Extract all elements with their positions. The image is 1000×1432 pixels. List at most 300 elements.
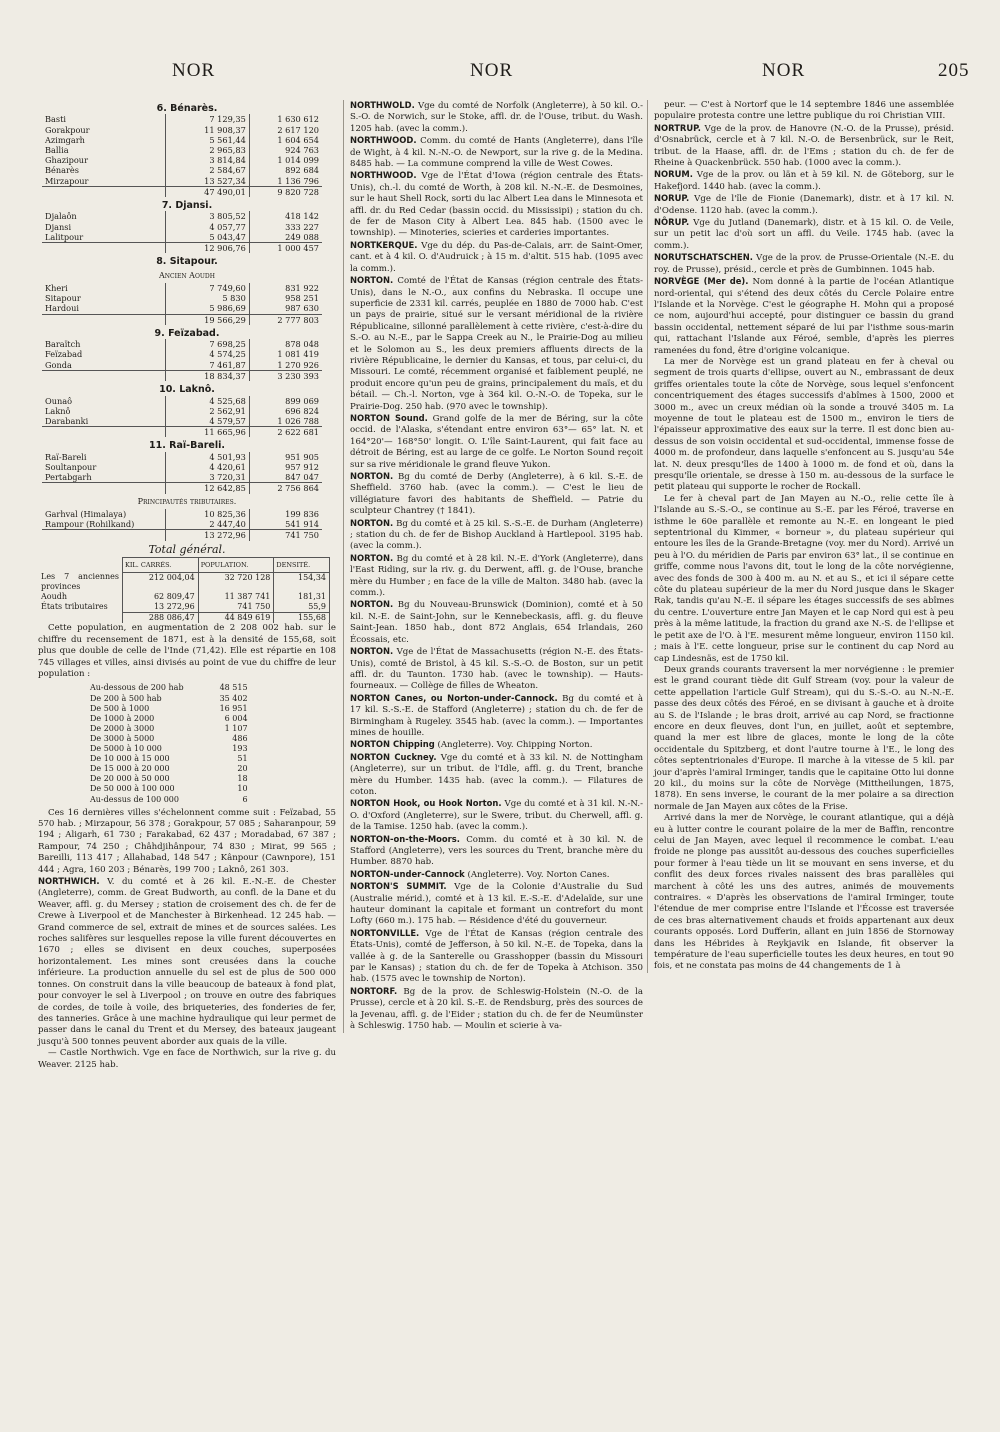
entry-text: Vge du comté et à 31 kil. N.-N.-O. d'Oxford (Angleterre), sur le Swere, tribut. du Cherwell, affl. g. de la Tamise. 1250 hab. (avec la comm.). — [350, 799, 643, 833]
entry-headword: NORTON. — [350, 275, 394, 286]
section-title-text: 7. Djansi. — [161, 200, 213, 212]
entry-text: Vge de l'île de Fionie (Danemark), distr. et à 17 kil. N. d'Odense. 1120 hab. (avec la comm.). — [654, 194, 954, 216]
entry-text: Vge du comté et à 33 kil. N. de Nottingham (Angleterre), sur un tribut. de l'Idle, affl. g. du Trent, branche mère du Humber. 1435 hab. (avec la comm.). — Filatures de coton. — [350, 752, 643, 797]
dictionary-entry — [350, 135, 643, 170]
total-label — [42, 427, 166, 438]
population-cell: 957 912 — [249, 462, 322, 472]
section-title-text: 11. Raï-Bareli. — [149, 440, 225, 452]
entry-text: Arrivé dans la mer de Norvège, le courant atlantique, qui a déjà eu à lutter contre le courant polaire de la mer de Baffin, rencontre celui de Jan Mayen, avec lequel il recommence le combat. L'eau froide ne plonge pas aussitôt au-dessous des couches superficielles pour former à l'eau tiède un lit se mouvant en sens inverse, et du conflit des deux forces rivales naissent des bras parallèles qui marchent à côté les uns des autres, animés de mouvements contraires. « D'après les observations de l'amiral Irminger, toute l'étendue de mer comprise entre l'Islande et l'Écosse est traversée de ces bras alternativement chauds et froids appartenant aux deux courants opposés. Lord Dufferin, allant en juin 1856 de Stornoway dans les Hébrides à Reykjavik en Islande, fit observer la température de l'eau superficielle toutes les deux heures, en tout 90 fois, et ne constata pas moins de 44 changements de 1 à — [654, 813, 954, 972]
table-row — [42, 125, 322, 135]
section-subtitle: Ancien Aoudh — [159, 270, 215, 280]
row-label: Aoudh — [41, 592, 68, 602]
area-cell: 2 965,83 — [166, 145, 250, 155]
population-cell: 878 048 — [249, 339, 322, 349]
range-label: Au-dessous de 200 hab — [90, 683, 184, 693]
total-area: 18 834,37 — [166, 370, 250, 381]
area-cell: 5 986,69 — [166, 303, 250, 314]
table-row — [42, 283, 322, 293]
table-row — [42, 406, 322, 416]
dictionary-entry — [654, 252, 954, 276]
district-table — [42, 509, 322, 541]
running-head-left: NOR — [172, 60, 216, 81]
total-general-table — [38, 557, 330, 624]
range-label: De 3000 à 5000 — [90, 733, 155, 743]
dictionary-entry — [350, 739, 643, 751]
column-header: DENSITÉ. — [274, 557, 330, 572]
total-row — [42, 186, 322, 197]
entry-text: Vge de la Colonie d'Australie du Sud (Australie mérid.), comté et à 13 kil. E.-S.-E. d'Adelaïde, sur une hauteur dominant la capitale et formant un contrefort du mont Lofty (660 m.). 175 hab. — Résidence d'été du gouverneur. — [350, 882, 643, 927]
total-label — [42, 314, 166, 325]
table-row — [42, 452, 322, 462]
population-cell: 1 026 788 — [249, 416, 322, 427]
total-population: 2 756 864 — [249, 483, 322, 494]
table-row — [42, 145, 322, 155]
dictionary-entry — [350, 986, 643, 1033]
dictionary-entry — [350, 275, 643, 413]
district-name: Lalitpour — [45, 231, 84, 242]
dictionary-entry — [350, 553, 643, 600]
table-row — [42, 135, 322, 145]
section-title — [38, 440, 336, 451]
entry-text: Vge de l'État d'Iowa (région centrale des États-Unis), ch.-l. du comté de Worth, à 208 kil. N.-N.-E. de Desmoines, sur le haut Shell Rock, sorti du lac Albert Lea dans le Minnesota et affl. dr. du Red Cedar (bassin occid. du Mississipi) ; station du ch. de fer de Mason City à Albert Lea. 845 hab. (1500 avec le township). — Minoteries, scieries et carderies importantes. — [350, 171, 644, 239]
dictionary-entry — [654, 665, 954, 813]
section-title — [38, 328, 336, 339]
dictionary-entry — [350, 170, 643, 239]
entry-text: Vge du comté de Norfolk (Angleterre), à 50 kil. O.-S.-O. de Norwich, sur le Stoke, affl. dr. de l'Ouse, tribut. du Wash. 1205 hab. (avec la comm.). — [350, 101, 643, 134]
area-cell: 5 043,47 — [166, 232, 250, 243]
entry-text: Grand golfe de la mer de Béring, sur la côte occid. de l'Alaska, s'étendant entre environ 63°— 65° lat. N. et 164°20'— 168°50' longit. O. L'île Saint-Laurent, qui fait face au détroit de Béring, est au large de ce golfe. Le Norton Sound reçoit sur sa rive méridionale le grand fleuve Yukon. — [350, 413, 643, 470]
district-name: Ghazipour — [45, 155, 88, 166]
entry-headword: NORTHWICH. — [38, 876, 100, 887]
entry-text: Bg de la prov. de Schleswig-Holstein (N.-O. de la Prusse), cercle et à 20 kil. S.-E. de Rendsburg, près des sources de la Jevenau, affl. g. de l'Eider ; station du ch. de fer de Neumünster à Schleswig. 1750 hab. — Moulin et scierie à va- — [350, 986, 643, 1032]
district-name: Pertabgarh — [45, 472, 92, 483]
dictionary-entry — [350, 928, 643, 986]
total-value: 288 086,47 — [123, 613, 199, 624]
total-label — [42, 186, 166, 197]
value-cell: 741 750 — [198, 602, 274, 613]
range-label: De 20 000 à 50 000 — [90, 774, 170, 784]
entry-headword: NORTON'S SUMMIT. — [350, 881, 447, 892]
total-value: 44 849 619 — [198, 613, 274, 624]
entry-headword: NORTON. — [350, 552, 394, 563]
running-head-right: NOR — [762, 60, 806, 81]
area-cell: 2 584,67 — [166, 165, 250, 175]
range-label: De 2000 à 3000 — [90, 723, 155, 733]
area-cell: 3 720,31 — [166, 472, 250, 483]
table-row — [88, 724, 250, 734]
count-cell: 6 — [242, 794, 248, 804]
table-row — [42, 155, 322, 165]
entry-text: Comm. du comté de Hants (Angleterre), dans l'île de Wight, à 4 kil. N.-N.-O. de Newport, sur la rive g. de la Medina. 8485 hab. — La commune comprend la ville de West Cowes. — [350, 136, 643, 170]
total-population: 741 750 — [249, 530, 322, 541]
entry-headword: NORUTSCHATSCHEN. — [654, 252, 753, 263]
entry-headword: NÔRUP. — [654, 217, 690, 228]
entry-text: Deux grands courants traversent la mer norvégienne : le premier est le grand courant tiède dit Gulf Stream (voy. pour la valeur de cette appellation l'article Gulf Stream), qui du S.-S.-O. au N.-N.-E. passe des deux côtés des Féroé, en se divisant à gauche et à droite au S. de l'Islande ; le bras droit, arrivé au cap Nord, se fractionne encore en deux fleuves, dont l'un, en juillet, août et septembre, quand la mer est libre de glaces, monte le long de la côte occidentale du Spitzberg, et dont l'autre tourne à l'E., le long des côtes septentrionales d'Europe. Il marche à la vitesse de 5 kil. par jour d'après l'amiral Irminger, tandis que le capitaine Otto lui donne 20 kil., du moins sur la côte de Norvège (Mittheilungen, 1875, 1878). En sens inverse, le courant de la mer polaire a sa direction normale de Jan Mayen aux côtes de la Frise. — [654, 664, 954, 812]
area-cell: 4 057,77 — [166, 222, 250, 232]
table-row — [88, 694, 250, 704]
population-cell: 333 227 — [249, 222, 322, 232]
table-row — [88, 683, 250, 693]
dictionary-entry — [350, 471, 643, 518]
value-cell: 11 387 741 — [198, 592, 274, 602]
area-cell: 5 830 — [166, 293, 250, 303]
section-title-text: 9. Feïzabad. — [154, 327, 220, 339]
table-row — [42, 222, 322, 232]
area-cell: 4 420,61 — [166, 462, 250, 472]
paragraph: Ces 16 dernières villes s'échelonnent comme suit : Feïzabad, 55 570 hab. ; Mirzapour, 56 378 ; Gorakpour, 57 085 ; Saharanpour, 59 194 ; Aligarh, 61 730 ; Farakabad, 62 437 ; Moradabad, 67 387 ; Rampour, 74 250 ; Châhdjihânpour, 74 830 ; Mirat, 99 565 ; Bareilli, 113 417 ; Allahabad, 148 547 ; Kânpour (Cawnpore), 151 444 ; Agra, 160 203 ; Bénarès, 199 700 ; Laknô, 261 303. — [38, 807, 336, 875]
value-cell: 181,31 — [274, 592, 330, 602]
total-population: 3 230 393 — [249, 370, 322, 381]
population-cell: 1 136 796 — [249, 176, 322, 187]
count-cell: 193 — [232, 744, 248, 754]
entry-headword: NORTON Cuckney. — [350, 751, 437, 762]
count-cell: 16 951 — [219, 703, 248, 713]
entry-headword: NORUM. — [654, 169, 693, 180]
entry-text: Vge du dép. du Pas-de-Calais, arr. de Saint-Omer, cant. et à 4 kil. O. d'Audruick ; à 15 m. d'altit. 515 hab. (1095 avec la comm.). — [350, 240, 643, 274]
section-title — [38, 103, 336, 114]
table-row — [42, 339, 322, 349]
count-cell: 48 515 — [219, 683, 248, 693]
section-title — [38, 200, 336, 211]
total-row — [42, 427, 322, 438]
table-row — [42, 360, 322, 371]
district-table — [42, 339, 322, 381]
table-row — [42, 472, 322, 483]
population-cell: 1 081 419 — [249, 349, 322, 359]
area-cell: 2 562,91 — [166, 406, 250, 416]
entry-headword: NORTON Chipping — [350, 739, 435, 750]
total-label — [42, 370, 166, 381]
entry-text: Vge de la prov. de Hanovre (N.-O. de la Prusse), présid. d'Osnabrück, cercle et à 7 kil. N.-O. de Bersenbrück, sur le Reit, tribut. de la Haase, affl. dr. de l'Ems ; station du ch. de fer de Rheine à Quackenbrück. 550 hab. (1000 avec la comm.). — [654, 123, 954, 169]
dictionary-entry — [350, 240, 643, 275]
value-cell: 154,34 — [274, 572, 330, 592]
total-population: 2 622 681 — [249, 427, 322, 438]
page-number: 205 — [938, 60, 970, 81]
row-label: Les 7 anciennes provinces — [41, 572, 119, 592]
total-population: 2 777 803 — [249, 314, 322, 325]
population-cell: 951 905 — [249, 452, 322, 462]
area-cell: 10 825,36 — [166, 509, 250, 519]
total-row — [42, 530, 322, 541]
range-label: De 1000 à 2000 — [90, 713, 155, 723]
table-row — [42, 211, 322, 221]
running-head-center: NOR — [470, 60, 514, 81]
total-row — [38, 613, 330, 624]
table-row — [42, 114, 322, 124]
area-cell: 3 814,84 — [166, 155, 250, 165]
total-row — [42, 243, 322, 254]
population-cell: 2 617 120 — [249, 125, 322, 135]
population-cell: 899 069 — [249, 396, 322, 406]
population-distribution-table — [88, 683, 250, 804]
count-cell: 51 — [237, 754, 248, 764]
district-table — [42, 211, 322, 253]
district-name: Djansi — [45, 221, 72, 232]
range-label: De 200 à 500 hab — [90, 693, 162, 703]
section-title — [38, 384, 336, 395]
total-area: 12 906,76 — [166, 243, 250, 254]
dictionary-entry — [350, 834, 643, 869]
entry-text: Bg du Nouveau-Brunswick (Dominion), comté et à 50 kil. N.-E. de Saint-John, sur le Kennebeckasis, affl. g. du fleuve Saint-Jean. 1850 hab., dont 872 Anglais, 654 Irlandais, 260 Écossais, etc. — [350, 600, 643, 645]
entry-text: (Angleterre). Voy. Norton Canes. — [467, 869, 610, 880]
section-title-text: 10. Laknô. — [159, 384, 215, 396]
dictionary-entry — [350, 646, 643, 693]
table-row — [88, 764, 250, 774]
column-left — [38, 100, 336, 1071]
range-label: De 5000 à 10 000 — [90, 744, 162, 754]
population-cell: 418 142 — [249, 211, 322, 221]
total-area: 13 272,96 — [166, 530, 250, 541]
total-area: 47 490,01 — [166, 186, 250, 197]
total-row — [42, 483, 322, 494]
population-cell: 847 047 — [249, 472, 322, 483]
entry-text: V. du comté et à 26 kil. E.-N.-E. de Chester (Angleterre), comm. de Great Budworth, au confl. de la Dane et du Weaver, affl. g. du Mersey ; station de croisement des ch. de fer de Crewe à Liverpool et de Manchester à Birkenhead. 12 245 hab. — Grand commerce de sel, extrait de mines et de sources salées. Les roches salifères sur lesquelles repose la ville furent découvertes en 1670 ; elles se divisent en deux couches, superposées horizontalement. Les mines sont creusées dans la couche inférieure. La production annuelle du sel est de plus de 500 000 tonnes. On construit dans la ville beaucoup de bateaux à fond plat, pour convoyer le sel à Liverpool ; on trouve en outre des fabriques de cordes, de toile à voile, des briqueteries, des fonderies de fer, des tanneries. Grâce à une machine hydraulique qui leur permet de passer dans le canal du Trent et du Mersey, des bateaux jaugeant jusqu'à 500 tonnes peuvent aborder aux quais de la ville. — [38, 877, 336, 1047]
entry-headword: NORTON Hook, ou Hook Norton. — [350, 798, 502, 809]
table-row — [88, 734, 250, 744]
entry-headword: NORTONVILLE. — [350, 927, 420, 938]
entry-headword: NORTRUP. — [654, 122, 701, 133]
population-cell: 541 914 — [249, 519, 322, 530]
population-cell: 249 088 — [249, 232, 322, 243]
table-row — [88, 704, 250, 714]
table-row — [42, 293, 322, 303]
table-row — [42, 509, 322, 519]
count-cell: 6 004 — [224, 713, 248, 723]
dictionary-entry — [654, 169, 954, 193]
area-cell: 7 129,35 — [166, 114, 250, 124]
entry-text: Bg du comté et à 17 kil. S.-S.-E. de Stafford (Angleterre) ; station du ch. de fer de Birmingham à Rugeley. 3545 hab. (avec la comm.). — Importantes mines de houille. — [350, 693, 644, 738]
total-area: 12 642,85 — [166, 483, 250, 494]
column-header — [38, 557, 123, 572]
entry-text: Bg du comté et à 28 kil. N.-E. d'York (Angleterre), dans l'East Riding, sur la riv. g. du Derwent, affl. g. de l'Ouse, branche mère du Humber ; en face de la ville de Malton. 3480 hab. (avec la comm.). — [350, 553, 643, 599]
district-name: Feïzabad — [45, 349, 83, 360]
area-cell: 5 561,44 — [166, 135, 250, 145]
table-row — [42, 349, 322, 359]
area-cell: 4 579,57 — [166, 416, 250, 427]
entry-text: Vge de l'État de Kansas (région centrale des États-Unis), comté de Jefferson, à 50 kil. N.-E. de Topeka, dans la vallée à g. de la Santerelle ou Grasshopper (bassin du Missouri par le Kansas) ; station du ch. de fer de Topeka à Atchison. 350 hab. (1575 avec le township de Norton). — [350, 928, 644, 985]
entry-headword: NORTON. — [350, 471, 394, 481]
section-title-text: 6. Bénarès. — [156, 103, 218, 114]
entry-headword: NORUP. — [654, 193, 690, 204]
dictionary-entry — [654, 813, 954, 973]
area-cell: 2 447,40 — [166, 519, 250, 530]
dictionary-entry — [350, 518, 643, 553]
district-table — [42, 114, 322, 197]
area-cell: 4 501,93 — [166, 452, 250, 462]
value-cell: 13 272,96 — [123, 602, 199, 613]
dictionary-entry — [350, 693, 643, 740]
dictionary-entry — [654, 193, 954, 217]
total-label — [42, 530, 166, 541]
entry-headword: NORTON Sound. — [350, 412, 428, 423]
dictionary-entry — [654, 100, 954, 123]
entry-text: Comté de l'État de Kansas (région centrale des États-Unis), dans le N.-O., aux confins du Nebraska. Il occupe une superficie de 2331 kil. carrés, peuplée en 1880 de 7000 hab. C'est un pays de prairie, situé sur le versant méridional de la rivière Républicaine, sillonné parallèlement à cette rivière, c'est-à-dire du S.-O. au N.-E., par le Sappa Creek au N., le Prairie-Dog au milieu et le Solomon au S., les deux premiers affluents directs de la rivière Républicaine, le dernier du Kansas, et tous, par celui-ci, du Missouri. Le comté, récemment organisé et faiblement peuplé, ne produit encore qu'un peu de grains, principalement du maïs, et du bétail. — Ch.-l. Norton, vge à 364 kil. O.-N.-O. de Topeka, sur le Prairie-Dog. 250 hab. (970 avec le township). — [350, 276, 643, 412]
table-row — [42, 462, 322, 472]
area-cell: 4 525,68 — [166, 396, 250, 406]
area-cell: 4 574,25 — [166, 349, 250, 359]
paragraph: — Castle Northwich. Vge en face de Northwich, sur la rive g. du Weaver. 2125 hab. — [38, 1048, 336, 1070]
population-cell: 1 270 926 — [249, 360, 322, 371]
dictionary-entry — [350, 881, 643, 928]
entry-text: Vge de l'État de Massachusetts (région N.-E. des États-Unis), comté de Bristol, à 45 kil. S.-S.-O. de Boston, sur un petit affl. dr. du Taunton. 1730 hab. (avec le township). — Hauts-fourneaux. — Collège de filles de Wheaton. — [350, 647, 643, 692]
count-cell: 35 402 — [219, 693, 248, 703]
entry-headword: NORTON Canes, ou Norton-under-Cannock. — [350, 692, 558, 703]
paragraph: Cette population, en augmentation de 2 208 002 hab. sur le chiffre du recensement de 1871, est à la densité de 155,68, soit plus que double de celle de l'Inde (71,42). Elle est répartie en 108 745 villages et villes, ainsi divisés au point de vue du chiffre de leur population : — [38, 623, 336, 680]
entry-text: Comm. du comté et à 30 kil. N. de Stafford (Angleterre), vers les sources du Trent, branche mère du Humber. 8870 hab. — [350, 834, 643, 868]
dictionary-entry — [654, 357, 954, 494]
district-name: Raï-Bareli — [45, 451, 87, 462]
population-cell: 1 014 099 — [249, 155, 322, 165]
entry-headword: NORVÈGE (Mer de). — [654, 276, 749, 287]
entry-northwich — [38, 876, 336, 1048]
population-cell: 958 251 — [249, 293, 322, 303]
district-name: Darabanki — [45, 415, 89, 426]
district-name: Sitapour — [45, 293, 81, 304]
count-cell: 486 — [232, 733, 248, 743]
dictionary-entry — [654, 276, 954, 357]
total-population: 1 000 457 — [249, 243, 322, 254]
population-cell: 831 922 — [249, 283, 322, 293]
total-label — [42, 483, 166, 494]
column-middle — [343, 100, 643, 1033]
table-row — [42, 396, 322, 406]
district-name: Ounaô — [45, 395, 73, 406]
area-cell: 7 698,25 — [166, 339, 250, 349]
district-name: Bénarès — [45, 165, 79, 176]
entry-headword: NORTON. — [350, 517, 394, 528]
entry-headword: NORTON. — [350, 646, 394, 657]
entry-headword: NORTON-on-the-Moors. — [350, 833, 460, 844]
area-cell: 11 908,37 — [166, 125, 250, 135]
district-name: Soultanpour — [45, 461, 97, 472]
count-cell: 1 107 — [224, 723, 248, 733]
entry-headword: NORTON-under-Cannock — [350, 868, 465, 879]
population-cell: 892 684 — [249, 165, 322, 175]
section-title-text: 8. Sitapour. — [156, 256, 218, 268]
range-label: De 50 000 à 100 000 — [90, 784, 175, 794]
row-label: États tributaires — [41, 602, 108, 612]
district-name: Gonda — [45, 359, 72, 370]
entry-text: Vge de la prov. de Prusse-Orientale (N.-E. du roy. de Prusse), présid., cercle et près de Gumbinnen. 1045 hab. — [654, 253, 954, 275]
area-cell: 7 749,60 — [166, 283, 250, 293]
entry-text: Bg du comté de Derby (Angleterre), à 6 kil. S.-E. de Sheffield. 3760 hab. (avec la comm.). — C'est le lieu de villégiature favori des habitants de Sheffield. — Patrie du sculpteur Chantrey († 1841). — [350, 472, 644, 517]
table-row — [42, 416, 322, 427]
district-name: Laknô — [45, 405, 71, 416]
range-label: De 500 à 1000 — [90, 703, 150, 713]
column-header: KIL. CARRÉS. — [123, 557, 199, 572]
column-header: POPULATION. — [198, 557, 274, 572]
total-label — [38, 613, 123, 624]
district-name: Basti — [45, 114, 67, 125]
entry-text: Vge de la prov. ou län et à 59 kil. N. de Göteborg, sur le Hakefjord. 1440 hab. (avec la comm.). — [654, 170, 955, 192]
entry-headword: NORTORF. — [350, 985, 398, 996]
entry-text: Le fer à cheval part de Jan Mayen au N.-O., relie cette île à l'Islande au S.-S.-O., se continue au S.-E. par les Féroé, traverse en isthme le 60e parallèle et remonte au N.-E. en longeant le pied septentrional du Kimmer, « borneur », du plateau supérieur qui entoure les îles de la Grande-Bretagne (voy. mer du Nord). Arrivé un peu à l'O. du méridien de Paris par environ 63° lat., il se continue en griffe, comme nous l'avons dit, tout le long de la côte norvégienne, avec des fonds de 300 à 400 m. au N. et au S., et ici il sépare cette côte du plateau supérieur de la mer du Nord jusque dans le Skager Rak, tandis qu'au N.-E. il sépare les étages successifs de ses abîmes du centre. L'ouverture entre Jan Mayen et le cap Nord qui est à peu près à la même latitude, la fraction du grand axe N.-S. de l'ellipse et le petit axe de l'O. à l'E. mesurent même longueur, environ 1150 kil. ; mais à l'E. cette longueur, prise sur le continent du cap Nord au cap Lindesnäs, est de 1750 kil. — [654, 493, 954, 664]
table-row — [42, 519, 322, 530]
entry-headword: NORTHWOLD. — [350, 100, 415, 110]
district-table — [42, 452, 322, 494]
entry-text: Bg du comté et à 25 kil. S.-S.-E. de Durham (Angleterre) ; station du ch. de fer de Bishop Auckland à Hartlepool. 3195 hab. (avec la comm.). — [350, 518, 643, 552]
dictionary-entry — [350, 752, 643, 799]
dictionary-entry — [350, 798, 643, 833]
district-name: Baraïtch — [45, 339, 81, 350]
dictionary-entry — [350, 869, 643, 881]
district-name: Djalaôn — [45, 211, 77, 222]
header-row — [38, 557, 330, 572]
value-cell: 55,9 — [274, 602, 330, 613]
population-cell: 1 604 654 — [249, 135, 322, 145]
population-cell: 924 763 — [249, 145, 322, 155]
entry-headword: NORTHWOOD. — [350, 170, 417, 181]
range-label: Au-dessus de 100 000 — [90, 794, 179, 804]
count-cell: 18 — [237, 774, 248, 784]
district-name: Azimgarh — [45, 134, 85, 145]
entry-text: Vge du Jutland (Danemark), distr. et à 15 kil. O. de Veile, sur un petit lac d'où sort un affl. du Veile. 1745 hab. (avec la comm.). — [654, 218, 954, 251]
section-title — [38, 256, 336, 267]
entry-text: La mer de Norvège est un grand plateau en fer à cheval ou segment de trois quarts d'ellipse, ouvert au N., embrassant de deux griffes orientales toute la côte de Norvège, sous lequel s'enfoncent concentriquement des étages successifs d'abîmes à 1500, 2000 et 3000 m., avec un creux médian où la sonde a trouvé 3405 m. La moyenne de tout le plateau est de 1500 m., environ le tiers de l'épaisseur approximative des eaux sur la terre. Il est donc bien au-dessus de son voisin occidental et sud-occidental, immense fosse de 4000 m. de profondeur, dans laquelle s'enfoncent au S. jusqu'au 54e lat. N. deux presqu'îles de 1400 à 1000 m. de fond et où, dans la presqu'île orientale, se dresse à 150 m. au-dessous de la surface le petit plateau qui supporte le rocher de Rockall. — [654, 356, 954, 493]
population-cell: 199 836 — [249, 509, 322, 519]
table-row — [88, 795, 250, 805]
dictionary-entry — [654, 494, 954, 665]
district-name: Rampour (Rohilkand) — [45, 519, 135, 530]
district-name: Garhval (Himalaya) — [45, 508, 127, 519]
total-row — [42, 314, 322, 325]
dictionary-entry — [654, 217, 954, 252]
total-area: 11 665,96 — [166, 427, 250, 438]
total-area: 19 566,29 — [166, 314, 250, 325]
dictionary-entry — [350, 599, 643, 646]
district-name: Hardoui — [45, 303, 79, 314]
district-name: Ballia — [45, 145, 69, 156]
area-cell: 3 805,52 — [166, 211, 250, 221]
entry-headword: NORTKERQUE. — [350, 239, 418, 250]
table-row — [88, 774, 250, 784]
value-cell: 212 004,04 — [123, 572, 199, 592]
district-name: Mirzapour — [45, 175, 89, 186]
total-population: 9 820 728 — [249, 186, 322, 197]
table-row — [88, 784, 250, 794]
entry-headword: NORTON. — [350, 599, 394, 610]
table-row — [38, 572, 330, 592]
section-subtitle: Principautés tributaires. — [137, 496, 237, 506]
table-row — [42, 232, 322, 243]
table-row — [42, 303, 322, 314]
district-table — [42, 396, 322, 438]
total-value: 155,68 — [274, 613, 330, 624]
value-cell: 32 720 128 — [198, 572, 274, 592]
entry-text: Nom donné à la partie de l'océan Atlantique nord-oriental, qui s'étend des deux côtés du Cercle Polaire entre l'Islande et la Norvège. C'est le géographe H. Mohn qui a proposé ce nom, aujourd'hui accepté, pour distinguer ce bassin du grand bassin occidental, nettement séparé de lui par l'isthme sous-marin qui, rattachant l'Islande aux Féroé, semble, d'après les pierres ramenées du fond, être d'origine volcanique. — [654, 277, 954, 356]
population-cell: 696 824 — [249, 406, 322, 416]
district-name: Kheri — [45, 283, 68, 294]
table-row — [42, 176, 322, 187]
total-row — [42, 370, 322, 381]
range-label: De 15 000 à 20 000 — [90, 764, 170, 774]
population-cell: 1 630 612 — [249, 114, 322, 124]
dictionary-entry — [350, 413, 643, 471]
table-row — [88, 744, 250, 754]
area-cell: 13 527,34 — [166, 176, 250, 187]
district-name: Gorakpour — [45, 124, 90, 135]
total-label — [42, 243, 166, 254]
table-row — [42, 165, 322, 175]
value-cell: 62 809,47 — [123, 592, 199, 602]
column-right — [647, 100, 954, 973]
dictionary-entry — [654, 123, 954, 170]
area-cell: 7 461,87 — [166, 360, 250, 371]
total-general-title: Total général. — [148, 542, 226, 556]
count-cell: 20 — [237, 764, 248, 774]
entry-text: (Angleterre). Voy. Chipping Norton. — [437, 740, 593, 751]
count-cell: 10 — [237, 784, 248, 794]
